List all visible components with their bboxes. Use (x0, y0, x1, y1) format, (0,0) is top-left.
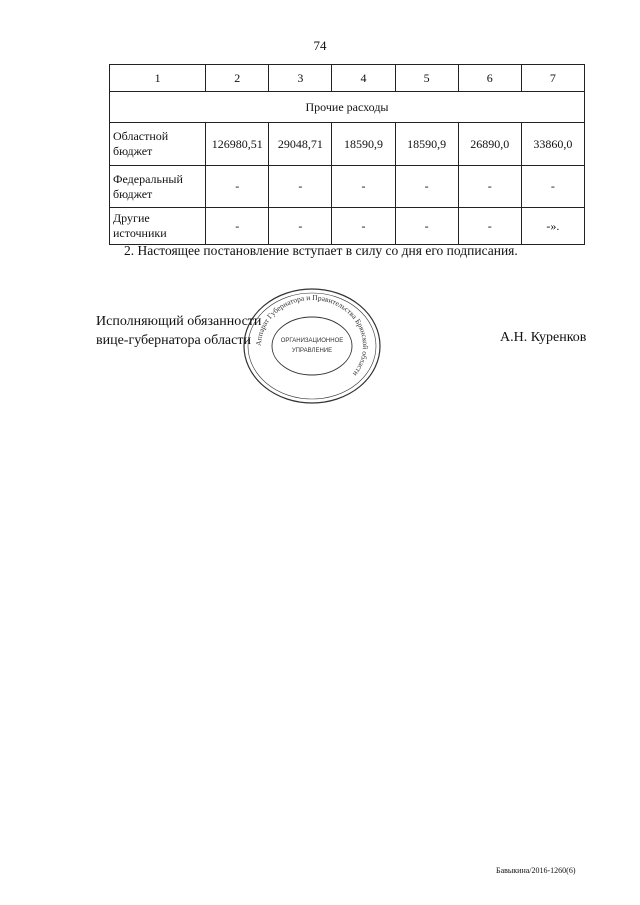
signatory-position (96, 312, 261, 350)
effective-clause: 2. Настоящее постановление вступает в силу со дня его подписания. (124, 243, 518, 258)
column-header: 1 (110, 65, 206, 92)
stamp-center-line: ОРГАНИЗАЦИОННОЕ (280, 338, 344, 344)
row-label-line: бюджет (113, 144, 153, 158)
table-cell: - (458, 208, 521, 245)
section-title: Прочие расходы (110, 92, 585, 123)
row-label-line: Областной (113, 129, 169, 143)
table-cell: 26890,0 (458, 123, 521, 166)
row-label-line: Федеральный (113, 171, 183, 186)
table-cell: - (206, 208, 269, 245)
row-label (110, 123, 206, 166)
table-cell: -». (521, 208, 584, 245)
stamp-inner-ring (272, 317, 352, 375)
stamp-outer-ring (244, 289, 380, 403)
stamp-outer-ring-inner (248, 293, 376, 399)
table-cell: - (395, 166, 458, 208)
table-row (110, 123, 585, 166)
table-cell: - (269, 208, 332, 245)
column-header: 4 (332, 65, 395, 92)
position-line: вице-губернатора области (96, 333, 251, 348)
column-header: 6 (458, 65, 521, 92)
row-label (110, 166, 206, 208)
page-number: 74 (313, 38, 327, 53)
row-label-line: источники (113, 226, 167, 240)
table-row (110, 166, 585, 208)
table-cell: 29048,71 (269, 123, 332, 166)
table-cell: - (332, 208, 395, 245)
table-cell: - (206, 166, 269, 208)
table-row (110, 208, 585, 245)
row-label (110, 208, 206, 245)
column-header: 2 (206, 65, 269, 92)
document-code: Бавыкина/2016-1260(6) (496, 866, 576, 875)
table-cell: - (458, 166, 521, 208)
column-header: 7 (521, 65, 584, 92)
table-cell: 126980,51 (206, 123, 269, 166)
table-cell: - (521, 166, 584, 208)
table-cell: - (395, 208, 458, 245)
section-row (110, 92, 585, 123)
table-cell: 33860,0 (521, 123, 584, 166)
column-header: 5 (395, 65, 458, 92)
position-line: Исполняющий обязанности (96, 314, 262, 329)
row-label-line: Другие (113, 211, 150, 225)
stamp-center-line: УПРАВЛЕНИЕ (291, 348, 333, 354)
table-cell: - (332, 166, 395, 208)
column-header: 3 (269, 65, 332, 92)
table-cell: 18590,9 (395, 123, 458, 166)
signatory-name: А.Н. Куренков (500, 330, 587, 345)
table-header-row (110, 65, 585, 92)
table-cell: - (269, 166, 332, 208)
stamp-ring-text: Аппарат Губернатора и Правительства Брянской области (253, 292, 371, 379)
budget-table (109, 64, 585, 245)
official-stamp (241, 286, 383, 406)
table-cell: 18590,9 (332, 123, 395, 166)
row-label-line: бюджет (113, 186, 153, 201)
